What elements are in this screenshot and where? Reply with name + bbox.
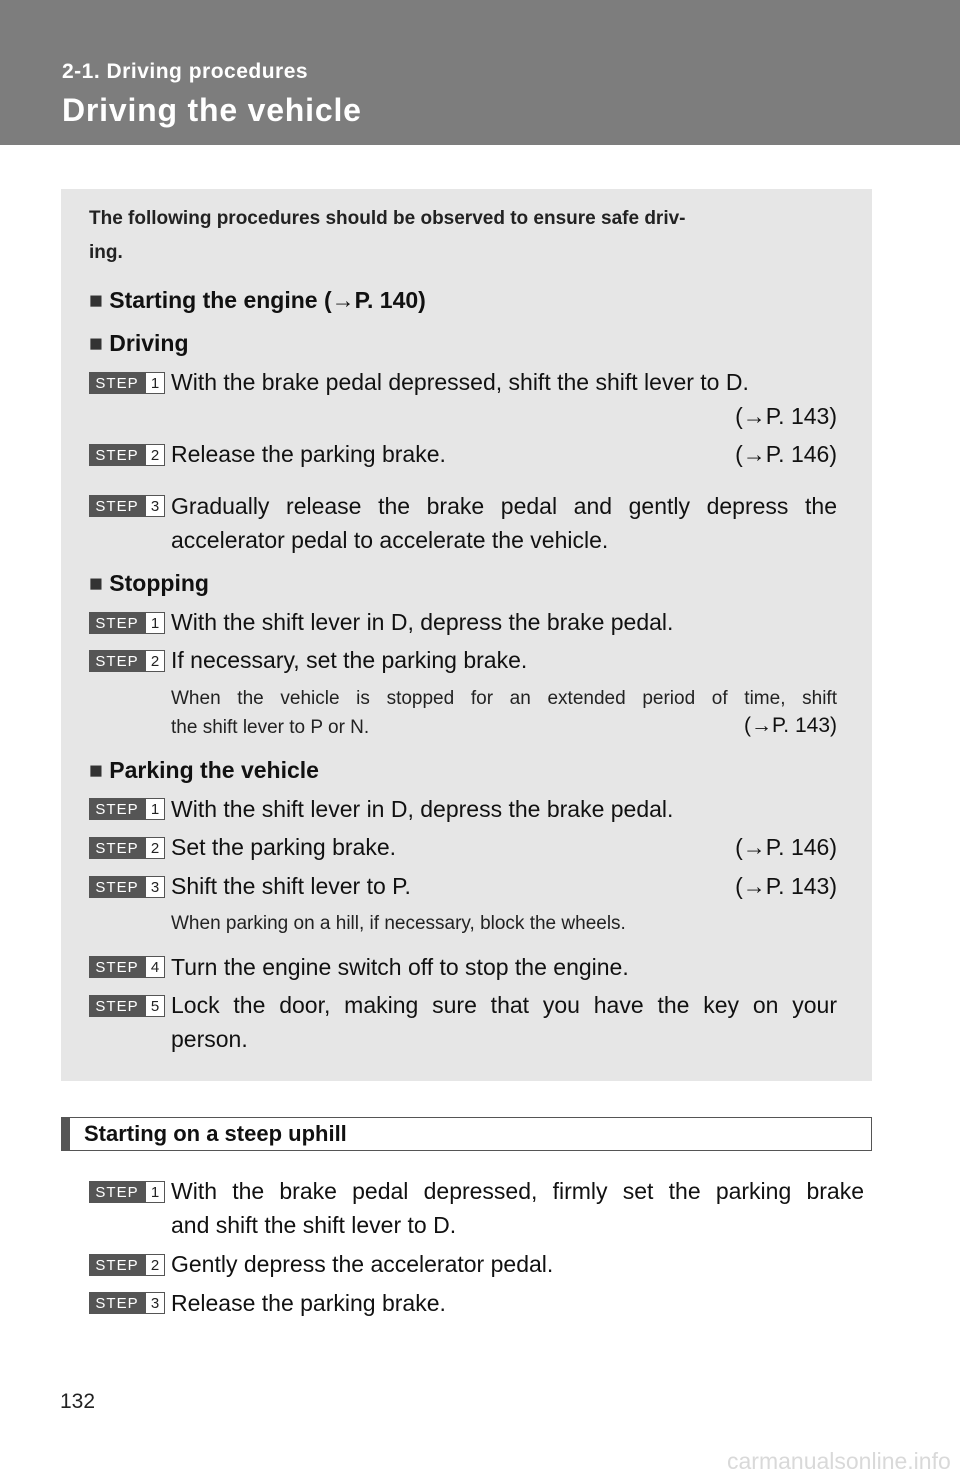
uphill-heading-bar bbox=[61, 1117, 872, 1151]
square-bullet-icon: ■ bbox=[89, 757, 103, 783]
watermark: carmanualsonline.info bbox=[727, 1448, 951, 1474]
step-badge: STEP 2 bbox=[89, 650, 165, 672]
stopping-note-line-2: the shift lever to P or N. bbox=[171, 717, 370, 738]
uphill-step-1-line-2: and shift the shift lever to D. bbox=[171, 1212, 457, 1238]
uphill-step-3-text: Release the parking brake. bbox=[171, 1290, 446, 1316]
parking-step-2-ref: (→P. 146) bbox=[735, 834, 837, 860]
uphill-heading-label: Starting on a steep uphill bbox=[84, 1121, 347, 1146]
driving-step-2-text: Release the parking brake. bbox=[171, 441, 446, 467]
driving-step-3-line-2: accelerator pedal to accelerate the vehicle. bbox=[171, 527, 609, 553]
page-title: Driving the vehicle bbox=[62, 92, 362, 128]
stopping-step-2-text: If necessary, set the parking brake. bbox=[171, 647, 528, 673]
parking-step-2-text: Set the parking brake. bbox=[171, 834, 397, 860]
section-label: 2-1. Driving procedures bbox=[62, 60, 309, 83]
step-badge: STEP 2 bbox=[89, 444, 165, 466]
parking-step-5-line-2: person. bbox=[171, 1026, 248, 1052]
step-badge: STEP 4 bbox=[89, 956, 165, 978]
parking-step-3-text: Shift the shift lever to P. bbox=[171, 873, 411, 899]
driving-step-1-text: With the brake pedal depressed, shift the shift lever to D. bbox=[171, 369, 749, 395]
square-bullet-icon: ■ bbox=[89, 330, 103, 356]
step-badge: STEP 3 bbox=[89, 495, 165, 517]
heading-stopping bbox=[89, 570, 209, 597]
driving-step-3-line-1: Gradually release the brake pedal and gently depress the bbox=[171, 493, 837, 519]
step-badge: STEP 2 bbox=[89, 1254, 165, 1276]
driving-step-1-ref: (→P. 143) bbox=[735, 403, 837, 429]
heading-stopping-label: Stopping bbox=[109, 570, 209, 596]
page-header bbox=[0, 0, 960, 145]
uphill-step-1-line-1: With the brake pedal depressed, firmly set the parking brake bbox=[171, 1178, 864, 1204]
parking-step-4-text: Turn the engine switch off to stop the engine. bbox=[171, 954, 629, 980]
parking-step-5-line-1: Lock the door, making sure that you have the key on your bbox=[171, 992, 837, 1018]
step-badge: STEP 1 bbox=[89, 612, 165, 634]
stopping-step-1-text: With the shift lever in D, depress the brake pedal. bbox=[171, 609, 674, 635]
step-badge: STEP 5 bbox=[89, 995, 165, 1017]
step-badge: STEP 3 bbox=[89, 1292, 165, 1314]
page-number: 132 bbox=[60, 1390, 96, 1413]
heading-starting-engine bbox=[89, 287, 426, 314]
heading-starting-engine-label: Starting the engine (→P. 140) bbox=[109, 287, 426, 313]
stopping-note-ref: (→P. 143) bbox=[744, 714, 837, 737]
heading-driving bbox=[89, 330, 189, 357]
step-badge: STEP 2 bbox=[89, 837, 165, 859]
driving-step-2-ref: (→P. 146) bbox=[735, 441, 837, 467]
square-bullet-icon: ■ bbox=[89, 570, 103, 596]
step-badge: STEP 3 bbox=[89, 876, 165, 898]
intro-line-1: The following procedures should be observed to ensure safe driv- bbox=[89, 208, 686, 229]
step-badge: STEP 1 bbox=[89, 1181, 165, 1203]
intro-line-2: ing. bbox=[89, 242, 123, 263]
uphill-step-2-text: Gently depress the accelerator pedal. bbox=[171, 1251, 554, 1277]
heading-parking-label: Parking the vehicle bbox=[109, 757, 319, 783]
square-bullet-icon: ■ bbox=[89, 287, 103, 313]
heading-driving-label: Driving bbox=[109, 330, 189, 356]
parking-step-1-text: With the shift lever in D, depress the brake pedal. bbox=[171, 796, 674, 822]
parking-step-3-ref: (→P. 143) bbox=[735, 873, 837, 899]
step-badge: STEP 1 bbox=[89, 372, 165, 394]
step-badge: STEP 1 bbox=[89, 798, 165, 820]
heading-marker bbox=[62, 1118, 70, 1150]
heading-parking bbox=[89, 757, 319, 784]
stopping-note-line-1: When the vehicle is stopped for an extended period of time, shift bbox=[171, 688, 837, 709]
parking-note: When parking on a hill, if necessary, block the wheels. bbox=[171, 913, 626, 934]
